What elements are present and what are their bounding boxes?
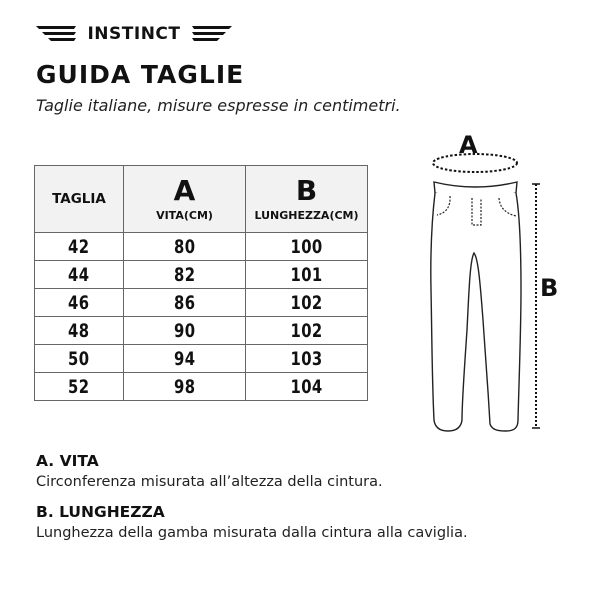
figure-label-b: B (540, 274, 559, 302)
table-row (35, 289, 368, 317)
brand-name: INSTINCT (87, 24, 181, 44)
cell-lunghezza: 101 (246, 261, 368, 289)
cell-vita: 94 (124, 345, 246, 373)
legend-text-vita: Circonferenza misurata all’altezza della cintura. (36, 474, 383, 490)
cell-lunghezza: 102 (246, 317, 368, 345)
pants-icon (410, 130, 590, 440)
header-letter-a: A (173, 173, 196, 207)
header-letter-b: B (295, 173, 318, 207)
cell-lunghezza: 100 (246, 233, 368, 261)
table-row (35, 233, 368, 261)
cell-vita: 82 (124, 261, 246, 289)
legend-text-lunghezza: Lunghezza della gamba misurata dalla cintura alla caviglia. (36, 525, 468, 541)
legend-title-vita: A. VITA (36, 452, 99, 470)
figure-label-a: A (459, 131, 478, 159)
header-taglia: TAGLIA (35, 166, 124, 233)
header-label-lunghezza: LUNGHEZZA(CM) (254, 208, 359, 222)
cell-taglia: 44 (35, 261, 124, 289)
page-title: GUIDA TAGLIE (36, 60, 245, 89)
size-table (34, 165, 368, 401)
cell-taglia: 52 (35, 373, 124, 401)
cell-vita: 86 (124, 289, 246, 317)
table-row (35, 317, 368, 345)
cell-vita: 90 (124, 317, 246, 345)
cell-taglia: 42 (35, 233, 124, 261)
cell-vita: 98 (124, 373, 246, 401)
page-subtitle: Taglie italiane, misure espresse in centimetri. (36, 96, 401, 115)
cell-vita: 80 (124, 233, 246, 261)
header-label-vita: VITA(CM) (156, 208, 213, 222)
table-row (35, 373, 368, 401)
table-row (35, 345, 368, 373)
header-vita (124, 166, 246, 233)
header-lunghezza (246, 166, 368, 233)
cell-taglia: 48 (35, 317, 124, 345)
cell-lunghezza: 103 (246, 345, 368, 373)
cell-taglia: 50 (35, 345, 124, 373)
cell-lunghezza: 102 (246, 289, 368, 317)
pants-diagram (410, 130, 590, 440)
legend-title-lunghezza: B. LUNGHEZZA (36, 503, 165, 521)
cell-lunghezza: 104 (246, 373, 368, 401)
table-header-row (35, 166, 368, 233)
cell-taglia: 46 (35, 289, 124, 317)
table-row (35, 261, 368, 289)
